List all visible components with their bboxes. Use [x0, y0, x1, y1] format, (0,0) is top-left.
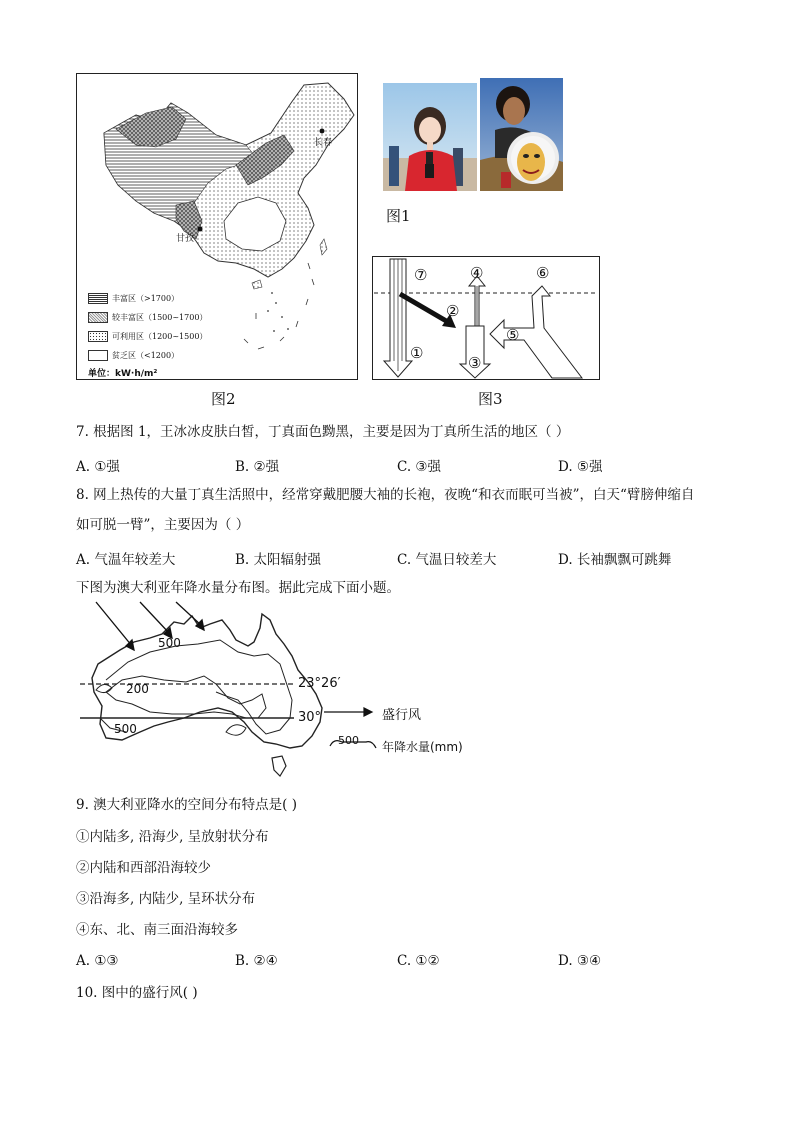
q8-option-c[interactable]: C. 气温日较差大 [397, 552, 497, 568]
label-7: ⑦ [414, 266, 428, 284]
tasmania [272, 756, 286, 776]
legend-wind-label: 盛行风 [382, 708, 422, 723]
legend-swatch [88, 293, 108, 304]
australia-precipitation-map [76, 600, 476, 782]
tropic-label: 23°26′ [298, 676, 341, 691]
q7-option-c[interactable]: C. ③强 [397, 459, 442, 475]
q9-statement-4: ④东、北、南三面沿海较多 [76, 922, 238, 938]
isohyet-500-label-south: 500 [114, 722, 137, 736]
wind-arrows [96, 602, 204, 650]
isohyet-200-label: 200 [126, 682, 149, 696]
q9-option-a[interactable]: A. ①③ [76, 953, 119, 969]
question-10: 10. 图中的盛行风( ) [76, 985, 198, 1001]
label-2: ② [446, 302, 460, 320]
legend-item: 丰富区（>1700） [88, 289, 207, 308]
question-7: 7. 根据图 1，王冰冰皮肤白皙，丁真面色黝黑，主要是因为丁真所生活的地区（ ） [76, 424, 570, 440]
label-3: ③ [468, 354, 482, 372]
legend-wind-arrow [324, 708, 372, 716]
legend-swatch [88, 350, 108, 361]
label-5: ⑤ [506, 326, 520, 344]
changchun-dot [320, 129, 325, 134]
label-6: ⑥ [536, 264, 550, 282]
legend-item: 较丰富区（1500~1700） [88, 308, 207, 327]
legend-unit: 单位：kW·h/m² [88, 369, 158, 379]
legend-item: 可利用区（1200~1500） [88, 327, 207, 346]
figure-2-china-solar-map [76, 73, 358, 380]
question-8-line1: 8. 网上热传的大量丁真生活照中，经常穿戴肥腰大袖的长袍，夜晚“和衣而眠可当被”，白天“臂膀伸缩自 [76, 487, 695, 503]
legend-item: 贫乏区（<1200） [88, 346, 207, 365]
q9-option-d[interactable]: D. ③④ [558, 953, 602, 969]
q8-option-a[interactable]: A. 气温年较差大 [76, 552, 176, 568]
photos-svg [383, 78, 563, 191]
q7-option-b[interactable]: B. ②强 [235, 459, 280, 475]
photo-young-man [480, 78, 563, 191]
australia-intro: 下图为澳大利亚年降水量分布图。据此完成下面小题。 [76, 580, 400, 596]
question-8-line2: 如可脱一臂”，主要因为（ ） [76, 517, 250, 533]
ganzi-dot [198, 227, 203, 232]
label-1: ① [410, 344, 424, 362]
city-changchun-label: 长春 [314, 138, 333, 148]
legend-isohyet-label: 年降水量(mm) [382, 740, 463, 754]
q7-option-a[interactable]: A. ①强 [76, 459, 120, 475]
figure-3-caption: 图3 [478, 390, 503, 408]
city-ganzi-label: 甘孜 [176, 234, 195, 244]
q9-statement-1: ①内陆多, 沿海少, 呈放射状分布 [76, 829, 269, 845]
lat30-label: 30° [298, 710, 322, 725]
figure-1-caption: 图1 [386, 207, 411, 225]
legend-fig2 [88, 289, 207, 384]
q8-option-d[interactable]: D. 长袖飘飘可跳舞 [558, 552, 672, 568]
q9-statement-3: ③沿海多, 内陆少, 呈环状分布 [76, 891, 256, 907]
figure-3-radiation-diagram [372, 256, 600, 380]
q7-option-d[interactable]: D. ⑤强 [558, 459, 603, 475]
radiation-svg [372, 256, 600, 380]
q9-option-c[interactable]: C. ①② [397, 953, 440, 969]
figure-2-caption: 图2 [211, 390, 236, 408]
question-9: 9. 澳大利亚降水的空间分布特点是( ) [76, 797, 297, 813]
label-4: ④ [470, 264, 484, 282]
legend-isohyet-value: 500 [338, 734, 359, 747]
q9-option-b[interactable]: B. ②④ [235, 953, 278, 969]
figure-1-photos [383, 78, 563, 191]
isohyet-500-label-north: 500 [158, 636, 181, 650]
legend-swatch [88, 312, 108, 323]
q8-option-b[interactable]: B. 太阳辐射强 [235, 552, 322, 568]
legend-swatch [88, 331, 108, 342]
q9-statement-2: ②内陆和西部沿海较少 [76, 860, 211, 876]
photo-reporter [383, 83, 477, 191]
